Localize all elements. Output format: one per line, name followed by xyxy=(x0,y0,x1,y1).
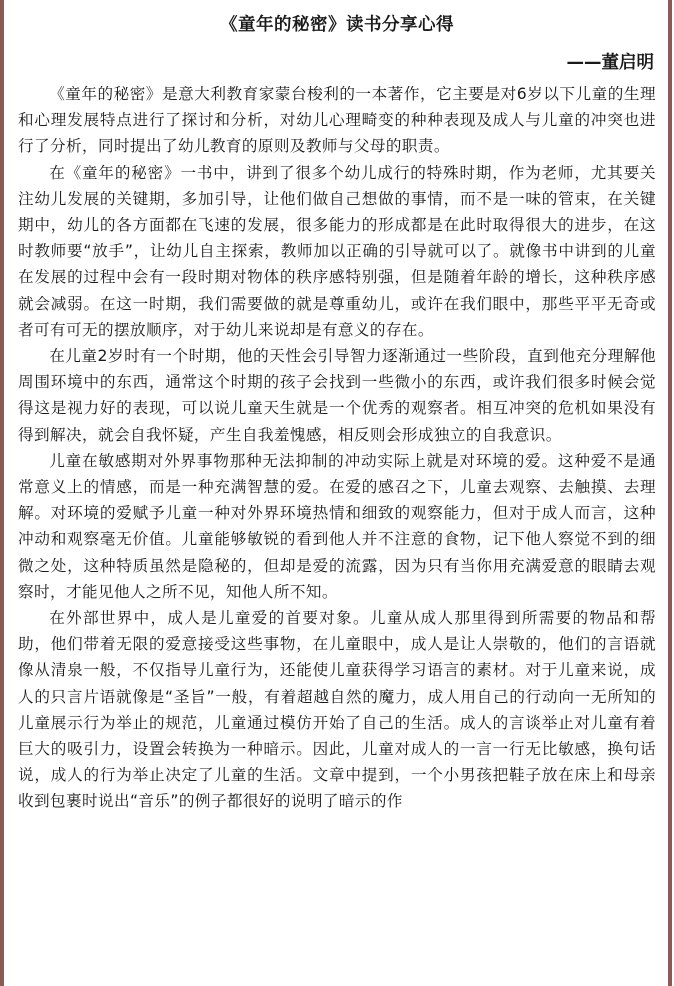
paragraph-2: 在《童年的秘密》一书中，讲到了很多个幼儿成行的特殊时期，作为老师，尤其要关注幼儿发展的关键期，多加引导，让他们做自己想做的事情，而不是一味的管束，在关键期中，幼儿的各方面都在飞速的发展，很多能力的形成都是在此时取得很大的进步，在这时教师要“放手”，让幼儿自主探索，教师加以正确的引导就可以了。就像书中讲到的儿童在发展的过程中会有一段时期对物体的秩序感特别强，但是随着年龄的增长，这种秩序感就会减弱。在这一时期，我们需要做的就是尊重幼儿，或许在我们眼中，那些平平无奇或者可有可无的摆放顺序，对于幼儿来说却是有意义的存在。 xyxy=(18,163,656,339)
paragraph-3: 在儿童2岁时有一个时期，他的天性会引导智力逐渐通过一些阶段，直到他充分理解他周围环境中的东西，通常这个时期的孩子会找到一些微小的东西，或许我们很多时候会觉得这是视力好的表现，可以说儿童天生就是一个优秀的观察者。相互冲突的危机如果没有得到解决，就会自我怀疑，产生自我羞愧感，相反则会形成独立的自我意识。 xyxy=(18,347,656,444)
right-border xyxy=(668,0,672,986)
paragraph-4: 儿童在敏感期对外界事物那种无法抑制的冲动实际上就是对环境的爱。这种爱不是通常意义上的情感，而是一种充满智慧的爱。在爱的感召之下，儿童去观察、去触摸、去理解。对环境的爱赋予儿童一种对外界环境热情和细致的观察能力，但对于成人而言，这种冲动和观察毫无价值。儿童能够敏锐的看到他人并不注意的食物，记下他人察觉不到的细微之处，这种特质虽然是隐秘的，但却是爱的流露，因为只有当你用充满爱意的眼睛去观察时，才能见他人之所不见，知他人所不知。 xyxy=(18,451,656,601)
article-title: 《童年的秘密》读书分享心得 xyxy=(220,15,454,35)
paragraph-1: 《童年的秘密》是意大利教育家蒙台梭利的一本著作，它主要是对6岁以下儿童的生理和心理发展特点进行了探讨和分析，对幼儿心理畸变的种种表现及成人与儿童的冲突也进行了分析，同时提出了幼儿教育的原则及教师与父母的职责。 xyxy=(18,85,656,156)
left-border xyxy=(0,0,4,986)
article-author: ——董启明 xyxy=(566,53,654,73)
article xyxy=(18,0,656,815)
paragraph-5: 在外部世界中，成人是儿童爱的首要对象。儿童从成人那里得到所需要的物品和帮助，他们带着无限的爱意接受这些事物，在儿童眼中，成人是让人崇敬的，他们的言语就像从清泉一般，不仅指导儿童行为，还能使儿童获得学习语言的素材。对于儿童来说，成人的只言片语就像是“圣旨”一般，有着超越自然的魔力，成人用自己的行动向一无所知的儿童展示行为举止的规范，儿童通过模仿开始了自己的生活。成人的言谈举止对儿童有着巨大的吸引力，设置会转换为一种暗示。因此，儿童对成人的一言一行无比敏感，换句话说，成人的行为举止决定了儿童的生活。文章中提到，一个小男孩把鞋子放在床上和母亲收到包裹时说出“音乐”的例子都很好的说明了暗示的作 xyxy=(18,609,656,811)
